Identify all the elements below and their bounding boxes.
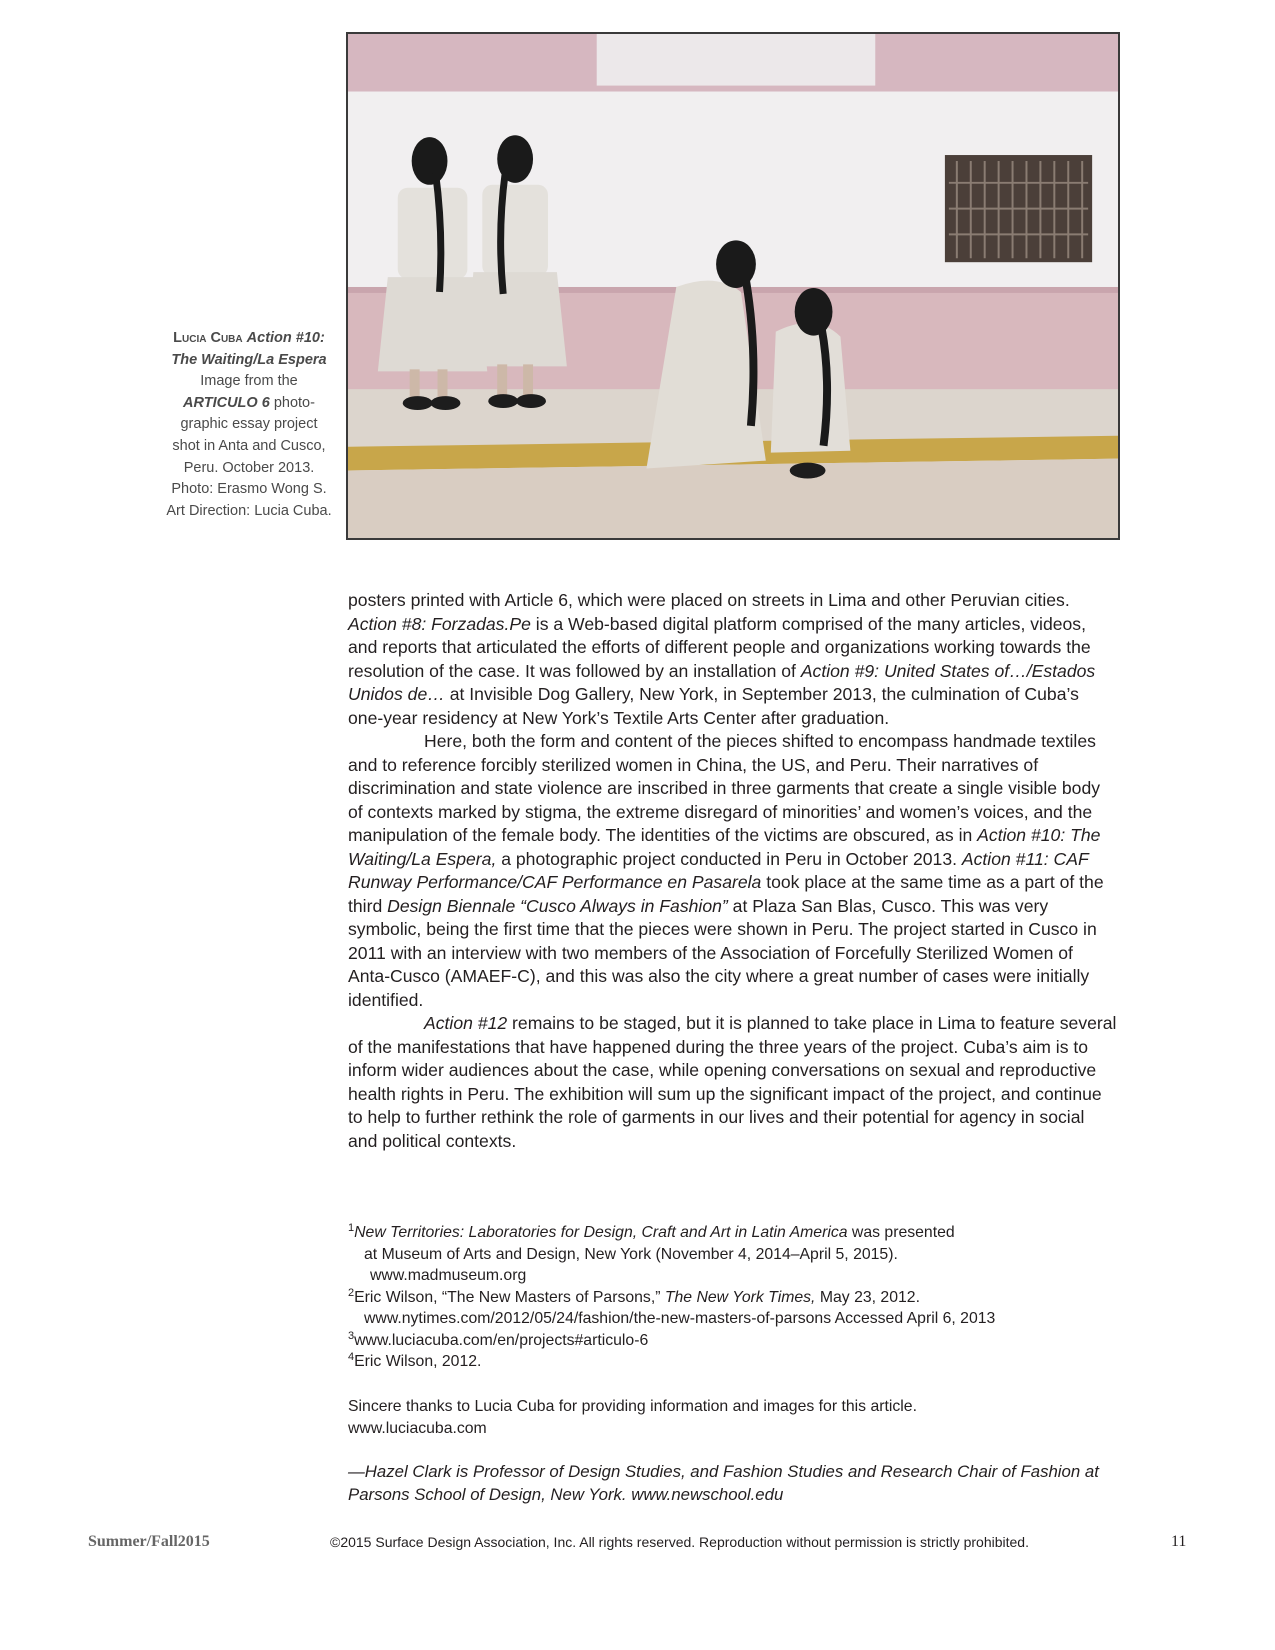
- article-photo: [346, 32, 1120, 540]
- footnote-number: 3: [348, 1329, 355, 1342]
- caption-text-b: photo-graphic essay project shot in Anta and Cusco, Peru. October 2013. Photo: Erasmo Wong S. Art Direction: Lucia Cuba.: [166, 394, 332, 519]
- footnote-2: [348, 1287, 1118, 1309]
- footnote-url: www.nytimes.com/2012/05/24/fashion/the-new-masters-of-parsons Accessed April 6, 2013: [364, 1310, 996, 1327]
- page-number: 11: [1171, 1533, 1187, 1550]
- body-paragraph: [348, 730, 1118, 1012]
- body-text-run: Here, both the form and content of the pieces shifted to encompass handmade textiles and to reference forcibly sterilized women in China, the US, and Peru. Their narratives of discrimination and state violence are inscribed in three garments that create a single visible body of contexts marked by stigma, the extreme disregard of minorities’ and women’s voices, and the manipulation of the female body. The identities of the victims are obscured, as in: [348, 731, 1101, 845]
- footnote-number: 1: [348, 1222, 355, 1234]
- footnote-text: Eric Wilson, 2012.: [354, 1353, 482, 1370]
- body-text-run: at Invisible Dog Gallery, New York, in September 2013, the culmination of Cuba’s one-year residency at New York’s Textile Arts Center after graduation.: [348, 684, 1079, 728]
- body-text-run: posters printed with Article 6, which were placed on streets in Lima and other Peruvian cities.: [348, 590, 1070, 610]
- italic-title-text: Action #10: The Waiting/La Espera,: [348, 825, 1101, 869]
- italic-title-text: Action #9: United States of…/Estados Unidos de…: [348, 660, 1096, 704]
- footer-copyright: ©2015 Surface Design Association, Inc. All rights reserved. Reproduction without permission is strictly prohibited.: [330, 1534, 1029, 1550]
- caption-work-subtitle: The Waiting/La Espera: [171, 351, 327, 368]
- acknowledgement-url: www.luciacuba.com: [348, 1419, 487, 1437]
- footnote-text: at Museum of Arts and Design, New York (November 4, 2014–April 5, 2015).: [364, 1245, 898, 1263]
- body-text-run: a photographic project conducted in Peru in October 2013.: [496, 848, 962, 869]
- acknowledgement-text: Sincere thanks to Lucia Cuba for providing information and images for this article.: [348, 1398, 917, 1415]
- photo-illustration: [348, 34, 1118, 538]
- footnote-text: was presented: [847, 1224, 955, 1241]
- caption-text-a: Image from the: [200, 373, 298, 390]
- footnote-4: [348, 1351, 1118, 1373]
- footer-issue: Summer/Fall2015: [88, 1533, 210, 1550]
- italic-title-text: Action #11: CAF Runway Performance/CAF Performance en Pasarela: [348, 848, 1089, 892]
- footnote-url: www.madmuseum.org: [370, 1267, 527, 1284]
- caption-project-name: ARTICULO 6: [183, 394, 270, 411]
- footnote-title: New Territories: Laboratories for Design, Craft and Art in Latin America: [354, 1224, 848, 1241]
- footnote-number: 4: [348, 1351, 355, 1363]
- photo-caption: [166, 328, 332, 522]
- caption-work-title: Action #10:: [246, 330, 325, 346]
- footnote-3: [348, 1330, 1118, 1352]
- body-paragraph: [348, 589, 1118, 730]
- body-text-run: took place at the same time as a part of the third: [348, 872, 1104, 916]
- footnote-1: [348, 1222, 1118, 1244]
- body-text-run: at Plaza San Blas, Cusco. This was very symbolic, being the first time that the pieces were shown in Peru. The project started in Cusco in 2011 with an interview with two members of the Association of Forcefully Sterilized Women of Anta-Cusco (AMAEF-C), and this was also the city where a great number of cases were initially identified.: [348, 895, 1097, 1010]
- body-paragraph: [348, 1012, 1118, 1153]
- footnote-url: www.luciacuba.com/en/projects#articulo-6: [354, 1331, 649, 1349]
- body-text-run: is a Web-based digital platform comprised of the many articles, videos, and reports that articulated the efforts of different people and organizations working towards the resolution of the case. It was followed by an installation of: [348, 613, 1091, 681]
- footnote-number: 2: [348, 1286, 355, 1299]
- caption-artist: Lucia Cuba: [173, 330, 243, 346]
- article-body: [348, 589, 1118, 1153]
- footnote-text: Eric Wilson, “The New Masters of Parsons,”: [354, 1288, 665, 1306]
- body-text-run: remains to be staged, but it is planned to take place in Lima to feature several of the manifestations that have happened during the three years of the project. Cuba’s aim is to inform wider audiences about the case, while opening conversations on sexual and reproductive health rights in Peru. The exhibition will sum up the significant impact of the project, and continue to help to further rethink the role of garments in our lives and their potential for agency in social and political contexts.: [348, 1013, 1117, 1151]
- acknowledgement: [348, 1396, 1128, 1439]
- footnote-publication: The New York Times,: [664, 1288, 816, 1306]
- italic-title-text: Action #8: Forzadas.Pe: [348, 613, 531, 634]
- footnote-text: May 23, 2012.: [815, 1288, 920, 1306]
- footnotes: [348, 1222, 1118, 1373]
- author-bio: —Hazel Clark is Professor of Design Studies, and Fashion Studies and Research Chair of Fashion at Parsons School of Design, New York. www.newschool.edu: [348, 1462, 1099, 1504]
- italic-title-text: Design Biennale “Cusco Always in Fashion”: [387, 895, 728, 916]
- italic-title-text: Action #12: [424, 1013, 508, 1033]
